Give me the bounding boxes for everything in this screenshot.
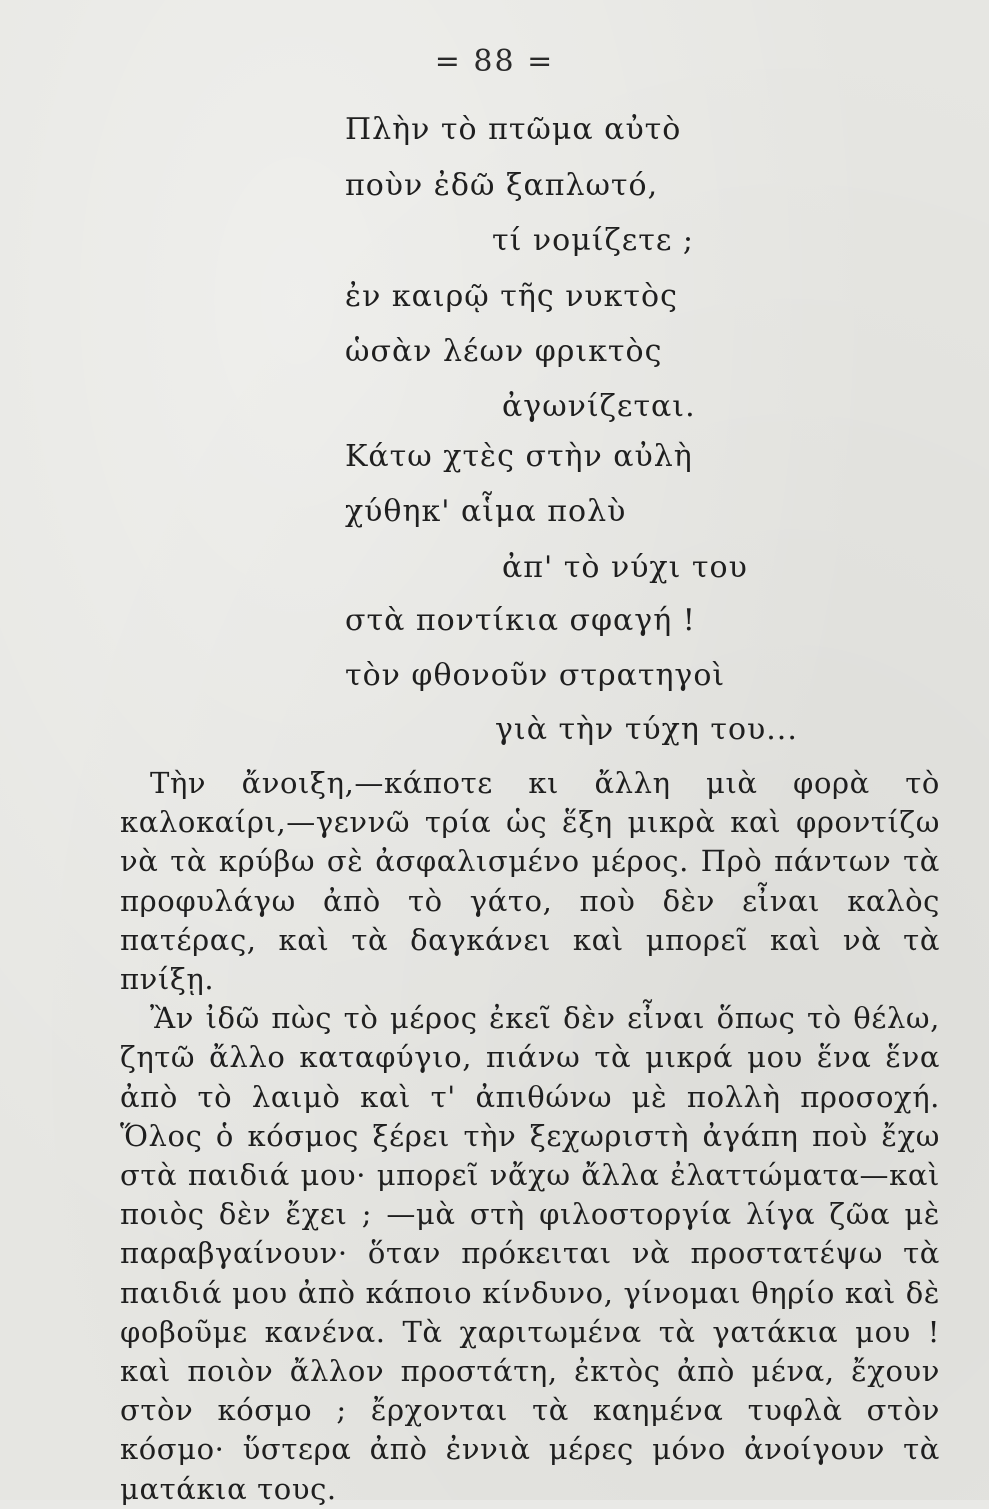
paragraph: Τὴν ἄνοιξη,—κάποτε κι ἄλλη μιὰ φορὰ τὸ καλοκαίρι,—γεννῶ τρία ὡς ἕξη μικρὰ καὶ φροντίζω νὰ τὰ κρύβω σὲ ἀσφαλισμένο μέρος. Πρὸ πάντων τὰ προφυλάγω ἀπὸ τὸ γάτο, ποὺ δὲν εἶναι καλὸς πατέρας, καὶ τὰ δαγκάνει καὶ μπορεῖ καὶ νὰ τὰ πνίξῃ. — [120, 766, 940, 997]
poem-line: ποὺν ἐδῶ ξαπλωτό, — [345, 168, 659, 203]
prose-body — [120, 764, 940, 1509]
poem-line: ἀπ' τὸ νύχι του — [502, 550, 748, 585]
poem-line: τί νομίζετε ; — [492, 223, 695, 258]
poem-line: γιὰ τὴν τύχη του... — [495, 712, 798, 747]
poem-line: χύθηκ' αἷμα πολὺ — [345, 494, 627, 529]
poem-line: Κάτω χτὲς στὴν αὐλὴ — [345, 439, 693, 474]
page-number: = 88 = — [434, 44, 555, 79]
poem-line: ἐν καιρῷ τῆς νυκτὸς — [345, 279, 678, 314]
paragraph: Ἂν ἰδῶ πὼς τὸ μέρος ἐκεῖ δὲν εἶναι ὅπως τὸ θέλω, ζητῶ ἄλλο καταφύγιο, πιάνω τὰ μικρά μου ἕνα ἕνα ἀπὸ τὸ λαιμὸ καὶ τ' ἀπιθώνω μὲ πολλὴ προσοχή. Ὅλος ὁ κόσμος ξέρει τὴν ξεχωριστὴ ἀγάπη ποὺ ἔχω στὰ παιδιά μου· μπορεῖ νἄχω ἄλλα ἐλαττώματα—καὶ ποιὸς δὲν ἔχει ; —μὰ στὴ φιλοστοργία λίγα ζῶα μὲ παραβγαίνουν· ὅταν πρόκειται νὰ προστατέψω τὰ παιδιά μου ἀπὸ κάποιο κίνδυνο, γίνομαι θηρίο καὶ δὲ φοβοῦμε κανένα. Τὰ χαριτωμένα τὰ γατάκια μου ! καὶ ποιὸν ἄλλον προστάτη, ἐκτὸς ἀπὸ μένα, ἔχουν στὸν κόσμο ; ἔρχονται τὰ καημένα τυφλὰ στὸν κόσμο· ὕστερα ἀπὸ ἐννιὰ μέρες μόνο ἀνοίγουν τὰ ματάκια τους. — [120, 1001, 940, 1506]
poem-line: Πλὴν τὸ πτῶμα αὐτὸ — [345, 112, 682, 147]
poem-line: ἀγωνίζεται. — [502, 389, 696, 424]
poem-line: στὰ ποντίκια σφαγή ! — [345, 603, 696, 638]
poem-line: τὸν φθονοῦν στρατηγοὶ — [345, 658, 726, 693]
poem-line: ὡσὰν λέων φρικτὸς — [345, 334, 663, 369]
